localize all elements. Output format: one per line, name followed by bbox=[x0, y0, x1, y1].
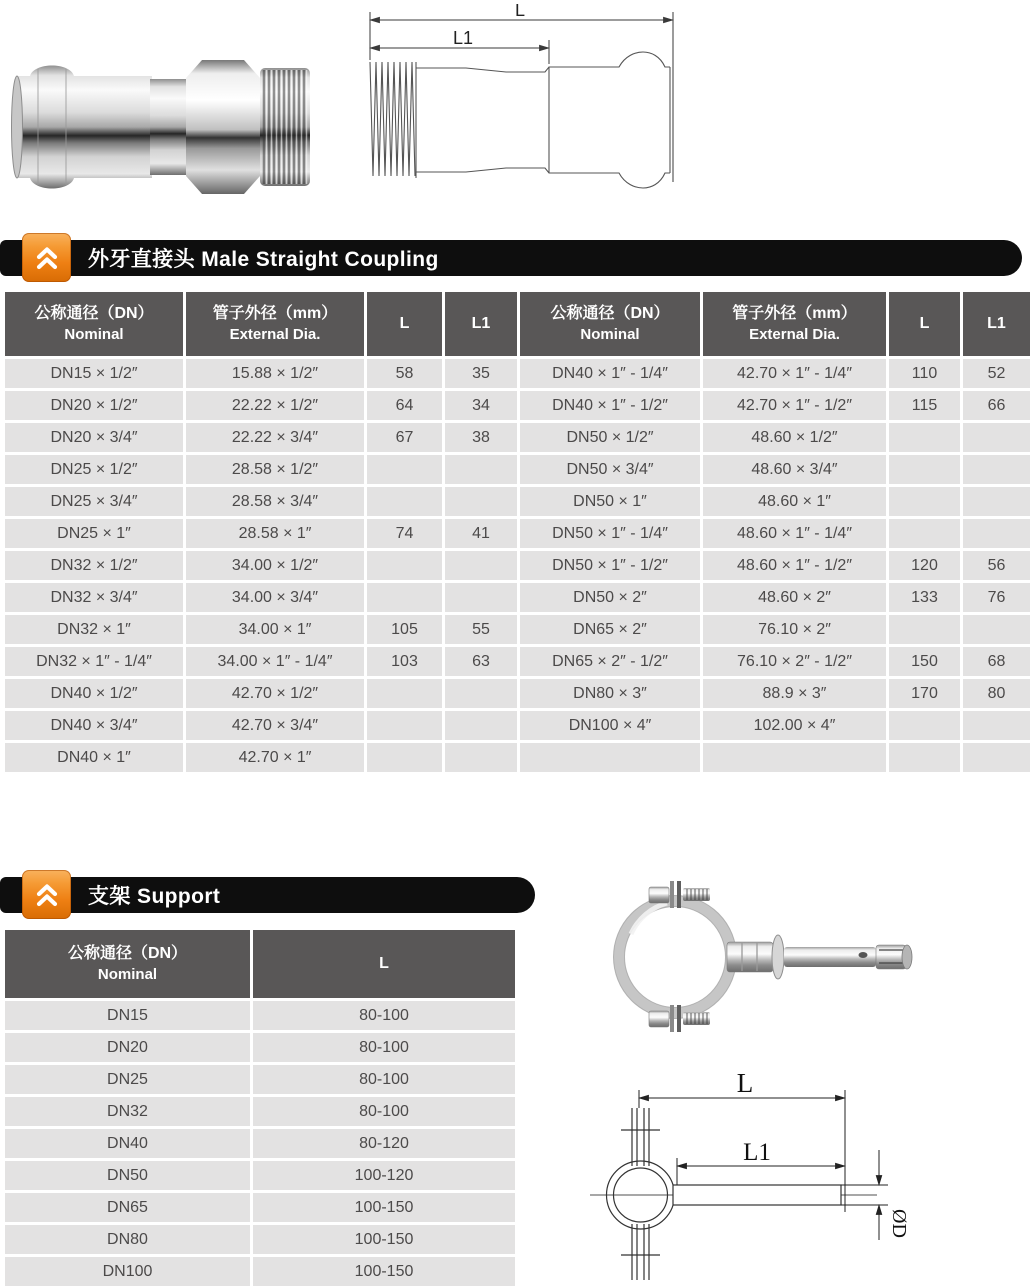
cell-L: 100-120 bbox=[253, 1161, 515, 1190]
column-header bbox=[520, 292, 700, 356]
cell-L: 133 bbox=[889, 583, 960, 612]
cell-L: 110 bbox=[889, 359, 960, 388]
cell-L bbox=[367, 679, 442, 708]
cell-L bbox=[889, 519, 960, 548]
column-header bbox=[253, 930, 515, 998]
cell-external-dia: 34.00 × 1″ - 1/4″ bbox=[186, 647, 364, 676]
column-header-line2: External Dia. bbox=[229, 325, 321, 343]
coupling-table bbox=[5, 292, 1030, 772]
cell-external-dia bbox=[703, 743, 886, 772]
column-header-line1: L1 bbox=[471, 315, 491, 333]
cell-nominal: DN50 × 1″ - 1/2″ bbox=[520, 551, 700, 580]
cell-nominal: DN40 bbox=[5, 1129, 250, 1158]
cell-nominal: DN50 bbox=[5, 1161, 250, 1190]
column-header-line2: Nominal bbox=[97, 965, 158, 983]
cell-nominal: DN80 bbox=[5, 1225, 250, 1254]
cell-nominal: DN20 × 1/2″ bbox=[5, 391, 183, 420]
support-table bbox=[5, 930, 515, 1286]
section-title-support: 支架 Support bbox=[88, 885, 221, 908]
cell-L: 100-150 bbox=[253, 1193, 515, 1222]
cell-external-dia: 102.00 × 4″ bbox=[703, 711, 886, 740]
cell-L bbox=[367, 487, 442, 516]
cell-L bbox=[367, 455, 442, 484]
clamp-outline bbox=[607, 1108, 842, 1280]
cell-external-dia: 48.60 × 1″ - 1/2″ bbox=[703, 551, 886, 580]
coupling-product-photo bbox=[4, 52, 316, 202]
cell-L bbox=[367, 583, 442, 612]
cell-nominal: DN40 × 3/4″ bbox=[5, 711, 183, 740]
cell-L bbox=[889, 743, 960, 772]
double-chevron-up-icon bbox=[32, 243, 62, 273]
double-chevron-up-icon bbox=[32, 880, 62, 910]
press-socket-body bbox=[12, 66, 189, 189]
column-header-line1: 公称通径（DN） bbox=[550, 305, 670, 323]
cell-nominal: DN25 bbox=[5, 1065, 250, 1094]
cell-external-dia: 28.58 × 1/2″ bbox=[186, 455, 364, 484]
cell-nominal: DN40 × 1″ - 1/4″ bbox=[520, 359, 700, 388]
cell-L: 80-100 bbox=[253, 1097, 515, 1126]
cell-L1 bbox=[445, 551, 517, 580]
cell-L: 80-100 bbox=[253, 1033, 515, 1062]
cell-L bbox=[889, 615, 960, 644]
chevron-badge bbox=[22, 233, 71, 282]
cell-L1: 66 bbox=[963, 391, 1030, 420]
cell-L1 bbox=[963, 615, 1030, 644]
cell-nominal bbox=[520, 743, 700, 772]
column-header-line1: 公称通径（DN） bbox=[34, 305, 154, 323]
column-header-line1: 管子外径（mm） bbox=[732, 305, 857, 323]
column-header bbox=[889, 292, 960, 356]
dim-label-diameter: ØD bbox=[888, 1209, 910, 1238]
cell-L: 80-120 bbox=[253, 1129, 515, 1158]
cell-external-dia: 42.70 × 1″ bbox=[186, 743, 364, 772]
section-title-coupling: 外牙直接头 Male Straight Coupling bbox=[88, 248, 439, 271]
column-header bbox=[5, 930, 250, 998]
clamp-ring bbox=[614, 896, 737, 1019]
cell-external-dia: 48.60 × 1/2″ bbox=[703, 423, 886, 452]
coupling-dimension-drawing bbox=[368, 4, 683, 194]
cell-nominal: DN65 × 2″ - 1/2″ bbox=[520, 647, 700, 676]
cell-external-dia: 76.10 × 2″ - 1/2″ bbox=[703, 647, 886, 676]
cell-nominal: DN50 × 3/4″ bbox=[520, 455, 700, 484]
cell-nominal: DN40 × 1″ bbox=[5, 743, 183, 772]
cell-L1 bbox=[445, 711, 517, 740]
column-header-line2: Nominal bbox=[580, 325, 640, 343]
coupling-outline bbox=[370, 52, 670, 188]
cell-L1 bbox=[963, 743, 1030, 772]
cell-external-dia: 48.60 × 1″ bbox=[703, 487, 886, 516]
cell-external-dia: 42.70 × 3/4″ bbox=[186, 711, 364, 740]
column-header-line2: Nominal bbox=[64, 325, 124, 343]
cell-nominal: DN25 × 1″ bbox=[5, 519, 183, 548]
cell-external-dia: 28.58 × 1″ bbox=[186, 519, 364, 548]
cell-L1: 80 bbox=[963, 679, 1030, 708]
pipe-clamp-photo bbox=[575, 862, 915, 1047]
cell-L: 115 bbox=[889, 391, 960, 420]
cell-nominal: DN100 bbox=[5, 1257, 250, 1286]
cell-nominal: DN40 × 1/2″ bbox=[5, 679, 183, 708]
dim-label-L1: L1 bbox=[743, 1139, 771, 1166]
cell-external-dia: 34.00 × 1/2″ bbox=[186, 551, 364, 580]
cell-L bbox=[367, 743, 442, 772]
cell-L bbox=[889, 487, 960, 516]
cell-external-dia: 34.00 × 1″ bbox=[186, 615, 364, 644]
cell-external-dia: 22.22 × 1/2″ bbox=[186, 391, 364, 420]
cell-nominal: DN20 bbox=[5, 1033, 250, 1062]
cell-external-dia: 42.70 × 1/2″ bbox=[186, 679, 364, 708]
column-header bbox=[5, 292, 183, 356]
cell-nominal: DN80 × 3″ bbox=[520, 679, 700, 708]
cell-L: 170 bbox=[889, 679, 960, 708]
cell-external-dia: 76.10 × 2″ bbox=[703, 615, 886, 644]
cell-L: 120 bbox=[889, 551, 960, 580]
cell-L1: 68 bbox=[963, 647, 1030, 676]
cell-L1 bbox=[963, 423, 1030, 452]
cell-nominal: DN50 × 2″ bbox=[520, 583, 700, 612]
cell-L1: 41 bbox=[445, 519, 517, 548]
cell-external-dia: 42.70 × 1″ - 1/4″ bbox=[703, 359, 886, 388]
cell-nominal: DN25 × 3/4″ bbox=[5, 487, 183, 516]
column-header-line1: L bbox=[379, 955, 389, 973]
anchor-bolt bbox=[727, 935, 912, 979]
cell-nominal: DN32 × 1″ bbox=[5, 615, 183, 644]
column-header-line1: L bbox=[399, 315, 410, 333]
cell-L1 bbox=[445, 583, 517, 612]
cell-nominal: DN25 × 1/2″ bbox=[5, 455, 183, 484]
cell-L1: 35 bbox=[445, 359, 517, 388]
cell-nominal: DN100 × 4″ bbox=[520, 711, 700, 740]
cell-L: 58 bbox=[367, 359, 442, 388]
column-header-line1: 管子外径（mm） bbox=[212, 305, 338, 323]
dim-label-L: L bbox=[514, 4, 526, 20]
cell-external-dia: 42.70 × 1″ - 1/2″ bbox=[703, 391, 886, 420]
column-header-line2: External Dia. bbox=[749, 325, 840, 343]
cell-L: 67 bbox=[367, 423, 442, 452]
column-header bbox=[963, 292, 1030, 356]
section-banner-coupling bbox=[0, 240, 1022, 276]
cell-external-dia: 22.22 × 3/4″ bbox=[186, 423, 364, 452]
cell-nominal: DN32 × 1″ - 1/4″ bbox=[5, 647, 183, 676]
cell-L bbox=[367, 551, 442, 580]
cell-external-dia: 88.9 × 3″ bbox=[703, 679, 886, 708]
cell-nominal: DN20 × 3/4″ bbox=[5, 423, 183, 452]
cell-nominal: DN32 × 1/2″ bbox=[5, 551, 183, 580]
cell-nominal: DN65 × 2″ bbox=[520, 615, 700, 644]
cell-L: 80-100 bbox=[253, 1065, 515, 1094]
cell-nominal: DN50 × 1″ - 1/4″ bbox=[520, 519, 700, 548]
column-header bbox=[367, 292, 442, 356]
cell-L: 105 bbox=[367, 615, 442, 644]
cell-nominal: DN15 × 1/2″ bbox=[5, 359, 183, 388]
cell-L1: 76 bbox=[963, 583, 1030, 612]
cell-L: 100-150 bbox=[253, 1225, 515, 1254]
column-header bbox=[186, 292, 364, 356]
column-header-line1: L bbox=[919, 315, 930, 333]
cell-nominal: DN65 bbox=[5, 1193, 250, 1222]
cell-external-dia: 34.00 × 3/4″ bbox=[186, 583, 364, 612]
chevron-badge bbox=[22, 870, 71, 919]
cell-L1: 34 bbox=[445, 391, 517, 420]
dim-label-L1: L1 bbox=[452, 28, 474, 48]
cell-external-dia: 28.58 × 3/4″ bbox=[186, 487, 364, 516]
cell-nominal: DN50 × 1″ bbox=[520, 487, 700, 516]
column-header-line1: L1 bbox=[987, 315, 1006, 333]
cell-L1 bbox=[445, 487, 517, 516]
cell-L: 64 bbox=[367, 391, 442, 420]
cell-L bbox=[889, 711, 960, 740]
cell-L1: 55 bbox=[445, 615, 517, 644]
cell-L: 103 bbox=[367, 647, 442, 676]
cell-L1: 52 bbox=[963, 359, 1030, 388]
cell-L1: 38 bbox=[445, 423, 517, 452]
cell-nominal: DN40 × 1″ - 1/2″ bbox=[520, 391, 700, 420]
cell-external-dia: 48.60 × 1″ - 1/4″ bbox=[703, 519, 886, 548]
clamp-dimension-drawing bbox=[585, 1062, 915, 1287]
cell-nominal: DN50 × 1/2″ bbox=[520, 423, 700, 452]
cell-L: 74 bbox=[367, 519, 442, 548]
dim-label-L: L bbox=[736, 1068, 754, 1098]
hex-nut-section bbox=[186, 60, 260, 194]
cell-L1 bbox=[963, 519, 1030, 548]
male-thread-section bbox=[260, 68, 310, 186]
cell-external-dia: 15.88 × 1/2″ bbox=[186, 359, 364, 388]
cell-L1 bbox=[963, 487, 1030, 516]
section-banner-support bbox=[0, 877, 535, 913]
cell-external-dia: 48.60 × 2″ bbox=[703, 583, 886, 612]
cell-L1 bbox=[445, 455, 517, 484]
cell-L: 80-100 bbox=[253, 1001, 515, 1030]
cell-nominal: DN32 bbox=[5, 1097, 250, 1126]
column-header bbox=[703, 292, 886, 356]
cell-L bbox=[367, 711, 442, 740]
column-header-line1: 公称通径（DN） bbox=[67, 945, 188, 963]
cell-L bbox=[889, 455, 960, 484]
cell-nominal: DN32 × 3/4″ bbox=[5, 583, 183, 612]
cell-L1 bbox=[445, 743, 517, 772]
cell-L: 100-150 bbox=[253, 1257, 515, 1286]
cell-L1 bbox=[445, 679, 517, 708]
cell-L1: 63 bbox=[445, 647, 517, 676]
column-header bbox=[445, 292, 517, 356]
cell-L1 bbox=[963, 455, 1030, 484]
cell-L1 bbox=[963, 711, 1030, 740]
cell-L bbox=[889, 423, 960, 452]
cell-nominal: DN15 bbox=[5, 1001, 250, 1030]
cell-L1: 56 bbox=[963, 551, 1030, 580]
cell-L: 150 bbox=[889, 647, 960, 676]
cell-external-dia: 48.60 × 3/4″ bbox=[703, 455, 886, 484]
